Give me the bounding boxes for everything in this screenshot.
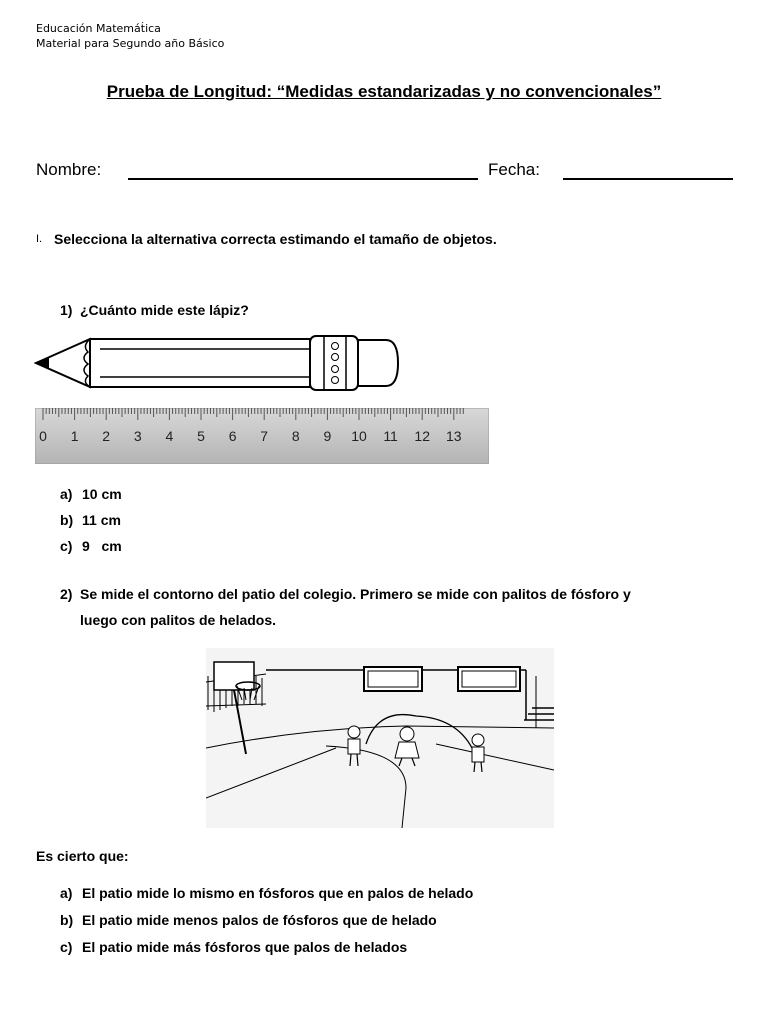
ruler-number: 10 <box>351 428 367 444</box>
q1-text: ¿Cuánto mide este lápiz? <box>80 302 249 318</box>
ruler-number: 11 <box>383 428 398 444</box>
q1-options <box>60 481 122 559</box>
ruler-number: 4 <box>165 428 174 444</box>
option-text: El patio mide más fósforos que palos de helados <box>82 939 408 955</box>
option-label: c) <box>60 939 73 955</box>
q2-prompt: Es cierto que: <box>36 848 129 864</box>
option-text: 9 cm <box>82 538 122 554</box>
ruler-number: 12 <box>414 428 430 444</box>
q2-option-a[interactable] <box>60 880 473 907</box>
ruler-number: 6 <box>228 428 237 444</box>
date-field[interactable] <box>563 178 733 180</box>
q2-option-b[interactable] <box>60 907 473 934</box>
header-subject: Educación Matemát́ica <box>36 22 161 35</box>
schoolyard-image <box>206 648 554 828</box>
ruler-number: 0 <box>39 428 47 444</box>
option-label: b) <box>60 912 74 928</box>
ruler-number: 7 <box>260 428 269 444</box>
q1-option-c[interactable] <box>60 533 122 559</box>
option-text: 11 cm <box>82 512 121 528</box>
section-instruction: Selecciona la alternativa correcta estimando el tamaño de objetos. <box>54 231 497 247</box>
option-label: c) <box>60 538 73 554</box>
q1-option-a[interactable] <box>60 481 122 507</box>
ruler-image <box>35 408 489 464</box>
ruler-number: 13 <box>446 428 462 444</box>
option-text: El patio mide lo mismo en fósforos que en palos de helado <box>82 885 474 901</box>
q2-text-line1: Se mide el contorno del patio del colegio. Primero se mide con palitos de fósforo y <box>80 586 631 602</box>
q2-text-line2: luego con palitos de helados. <box>80 612 277 628</box>
option-label: b) <box>60 512 74 528</box>
ruler-number: 3 <box>133 428 142 444</box>
section-numeral: I. <box>36 233 43 245</box>
q1-option-b[interactable] <box>60 507 122 533</box>
page-title: Prueba de Longitud: “Medidas estandarizadas y no convencionales” <box>106 82 662 101</box>
name-field[interactable] <box>128 178 478 180</box>
option-label: a) <box>60 486 73 502</box>
ruler-number: 8 <box>291 428 300 444</box>
option-text: El patio mide menos palos de fósforos que de helado <box>82 912 437 928</box>
option-text: 10 cm <box>82 486 122 502</box>
date-label: Fecha: <box>488 160 540 179</box>
name-label: Nombre: <box>36 160 102 179</box>
ruler-number: 9 <box>323 428 332 444</box>
q1-number: 1) <box>60 302 73 318</box>
ruler-number: 2 <box>102 428 111 444</box>
option-label: a) <box>60 885 73 901</box>
q2-option-c[interactable] <box>60 934 473 961</box>
header-course: Material para Segundo año Básico <box>36 37 225 50</box>
q2-options <box>60 880 473 961</box>
q2-number: 2) <box>60 586 73 602</box>
ruler-number: 5 <box>197 428 205 444</box>
pencil-image <box>34 334 400 392</box>
ruler-number: 1 <box>70 428 79 444</box>
